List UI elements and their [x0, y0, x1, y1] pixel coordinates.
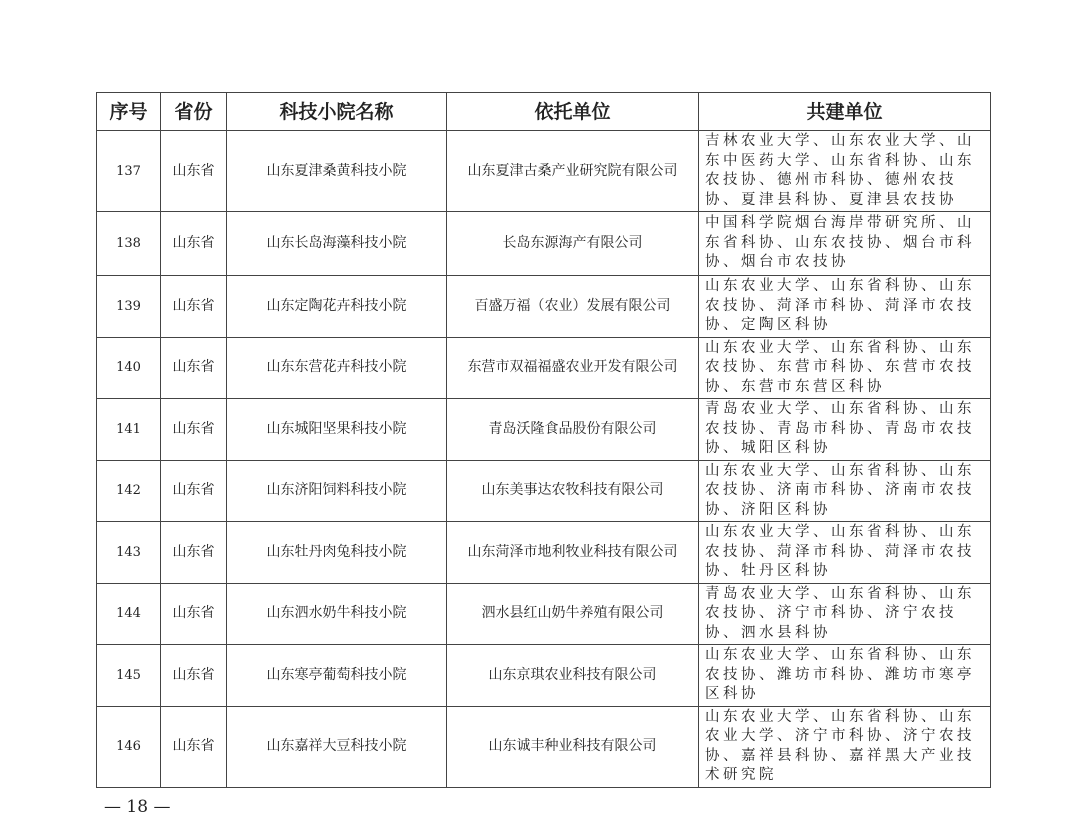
row-province: 山东省 — [161, 276, 227, 338]
row-province: 山东省 — [161, 583, 227, 645]
row-host: 山东诚丰种业科技有限公司 — [447, 706, 699, 787]
row-host: 山东京琪农业科技有限公司 — [447, 645, 699, 707]
header-name: 科技小院名称 — [227, 93, 447, 131]
table-row — [97, 399, 991, 461]
header-host: 依托单位 — [447, 93, 699, 131]
row-province: 山东省 — [161, 337, 227, 399]
table-header-row — [97, 93, 991, 131]
unit-table — [96, 92, 991, 788]
row-province: 山东省 — [161, 212, 227, 276]
row-number: 143 — [97, 522, 161, 584]
row-name: 山东长岛海藻科技小院 — [227, 212, 447, 276]
row-host: 山东美事达农牧科技有限公司 — [447, 460, 699, 522]
row-province: 山东省 — [161, 706, 227, 787]
row-partners: 中国科学院烟台海岸带研究所、山东省科协、山东农技协、烟台市科协、烟台市农技协 — [699, 212, 991, 276]
table-row — [97, 131, 991, 212]
table-row — [97, 212, 991, 276]
row-partners: 吉林农业大学、山东农业大学、山东中医药大学、山东省科协、山东农技协、德州市科协、德州农技协、夏津县科协、夏津县农技协 — [699, 131, 991, 212]
row-name: 山东牡丹肉兔科技小院 — [227, 522, 447, 584]
row-province: 山东省 — [161, 131, 227, 212]
row-name: 山东城阳坚果科技小院 — [227, 399, 447, 461]
header-no: 序号 — [97, 93, 161, 131]
row-province: 山东省 — [161, 645, 227, 707]
row-partners: 山东农业大学、山东省科协、山东农技协、济南市科协、济南市农技协、济阳区科协 — [699, 460, 991, 522]
row-partners: 青岛农业大学、山东省科协、山东农技协、青岛市科协、青岛市农技协、城阳区科协 — [699, 399, 991, 461]
row-host: 泗水县红山奶牛养殖有限公司 — [447, 583, 699, 645]
row-name: 山东寒亭葡萄科技小院 — [227, 645, 447, 707]
row-province: 山东省 — [161, 460, 227, 522]
table-row — [97, 276, 991, 338]
row-number: 142 — [97, 460, 161, 522]
row-host: 山东夏津古桑产业研究院有限公司 — [447, 131, 699, 212]
row-partners: 山东农业大学、山东省科协、山东农技协、潍坊市科协、潍坊市寒亭区科协 — [699, 645, 991, 707]
row-name: 山东泗水奶牛科技小院 — [227, 583, 447, 645]
row-host: 长岛东源海产有限公司 — [447, 212, 699, 276]
row-name: 山东夏津桑黄科技小院 — [227, 131, 447, 212]
row-host: 百盛万福（农业）发展有限公司 — [447, 276, 699, 338]
row-number: 145 — [97, 645, 161, 707]
table-row — [97, 583, 991, 645]
row-number: 138 — [97, 212, 161, 276]
table-body — [97, 131, 991, 788]
row-partners: 青岛农业大学、山东省科协、山东农技协、济宁市科协、济宁农技协、泗水县科协 — [699, 583, 991, 645]
table-row — [97, 706, 991, 787]
row-number: 141 — [97, 399, 161, 461]
row-host: 青岛沃隆食品股份有限公司 — [447, 399, 699, 461]
table-row — [97, 337, 991, 399]
header-province: 省份 — [161, 93, 227, 131]
row-number: 146 — [97, 706, 161, 787]
header-partners: 共建单位 — [699, 93, 991, 131]
row-host: 山东菏泽市地利牧业科技有限公司 — [447, 522, 699, 584]
row-partners: 山东农业大学、山东省科协、山东农业大学、济宁市科协、济宁农技协、嘉祥县科协、嘉祥黑大产业技术研究院 — [699, 706, 991, 787]
row-partners: 山东农业大学、山东省科协、山东农技协、东营市科协、东营市农技协、东营市东营区科协 — [699, 337, 991, 399]
row-name: 山东嘉祥大豆科技小院 — [227, 706, 447, 787]
row-number: 144 — [97, 583, 161, 645]
row-partners: 山东农业大学、山东省科协、山东农技协、菏泽市科协、菏泽市农技协、定陶区科协 — [699, 276, 991, 338]
row-number: 139 — [97, 276, 161, 338]
row-province: 山东省 — [161, 399, 227, 461]
row-name: 山东济阳饲料科技小院 — [227, 460, 447, 522]
row-province: 山东省 — [161, 522, 227, 584]
row-number: 140 — [97, 337, 161, 399]
row-host: 东营市双福福盛农业开发有限公司 — [447, 337, 699, 399]
page-number: — 18 — — [104, 796, 171, 817]
row-name: 山东东营花卉科技小院 — [227, 337, 447, 399]
row-number: 137 — [97, 131, 161, 212]
table-row — [97, 460, 991, 522]
table-row — [97, 645, 991, 707]
row-partners: 山东农业大学、山东省科协、山东农技协、菏泽市科协、菏泽市农技协、牡丹区科协 — [699, 522, 991, 584]
table-row — [97, 522, 991, 584]
row-name: 山东定陶花卉科技小院 — [227, 276, 447, 338]
